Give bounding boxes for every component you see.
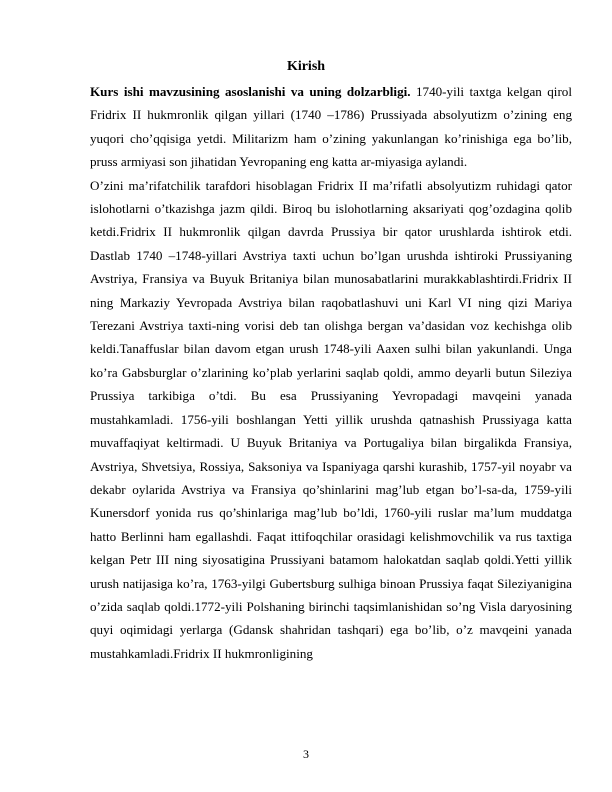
paragraph-2: O’zini ma’rifatchilik tarafdori hisoblagan Fridrix II ma’rifatli absolyutizm ruhidagi qator islohotlarni o’tkazishga jazm qildi. Biroq bu islohotlarning aksariyati qog’ozdagina qolib ketdi.Fridrix II hukmronlik qilgan davrda Prussiya bir qator urushlarda ishtirok etdi. Dastlab 1740 –1748-yillari Avstriya taxti uchun bo’lgan urushda ishtiroki Prussiyaning Avstriya, Fransiya va Buyuk Britaniya bilan munosabatlarini murakkablashtirdi.Fridrix II ning Markaziy Yevropada Avstriya bilan raqobatlashuvi uni Karl VI ning qizi Mariya Terezani Avstriya taxti-ning vorisi deb tan olishga bergan va’dasidan voz kechishga olib keldi.Tanaffuslar bilan davom etgan urush 1748-yili Aaxen sulhi bilan yakunlandi. Unga ko’ra Gabsburglar o’zlarining ko’plab yerlarini saqlab qoldi, ammo deyarli butun Sileziya Prussiya tarkibiga o’tdi. Bu esa Prussiyaning Yevropadagi mavqeini yanada mustahkamladi. 1756-yili boshlangan Yetti yillik urushda qatnashish Prussiyaga katta muvaffaqiyat keltirmadi. U Buyuk Britaniya va Portugaliya bilan birgalikda Fransiya, Avstriya, Shvetsiya, Rossiya, Saksoniya va Ispaniyaga qarshi kurashib, 1757-yil noyabr va dekabr oylarida Avstriya va Fransiya qo’shinlarini mag’lub etgan bo’l-sa-da, 1759-yili Kunersdorf yonida rus qo’shinlariga mag’lub bo’ldi, 1760-yili ruslar ma’lum muddatga hatto Berlinni ham egallashdi. Faqat ittifoqchilar orasidagi kelishmovchilik va rus taxtiga kelgan Petr III ning siyosatigina Prussiyani batamom halokatdan saqlab qoldi.Yetti yillik urush natijasiga ko’ra, 1763-yilgi Gubertsburg sulhiga binoan Prussiya faqat Sileziyanigina o’zida saqlab qoldi.1772-yili Polshaning birinchi taqsimlanishidan so’ng Visla daryosining quyi oqimidagi yerlarga (Gdansk shahridan tashqari) ega bo’lib, o’z mavqeini yanada mustahkamladi.Fridrix II hukmronligining <box>90 177 572 661</box>
paragraph-1-lead: Kurs ishi mavzusining asoslanishi va uning dolzarbligi. <box>90 84 411 99</box>
paragraph-1 <box>90 80 572 174</box>
page-number: 3 <box>303 747 309 761</box>
page-title: Kirish <box>286 59 326 74</box>
paragraph-1-body: 1740-yili taxtga kelgan qirol Fridrix II hukmronlik qilgan yillari (1740 –1786) Prussiyada absolyutizm o’zining eng yuqori cho’qqisiga yetdi. Militarizm ham o’zining yakunlangan ko’rinishiga ega bo’lib, pruss armiyasi son jihatidan Yevropaning eng katta ar-miyasiga aylandi. <box>90 84 572 170</box>
document-body <box>90 80 572 665</box>
